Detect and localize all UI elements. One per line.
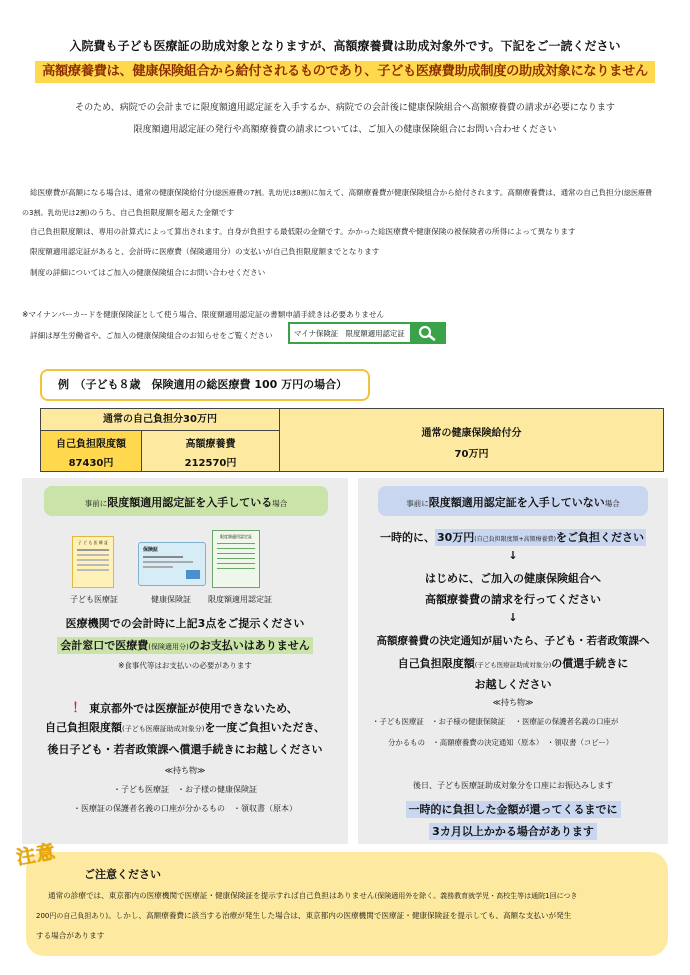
exp-p1c: のうち、自己負担限度額を超えた金額です [89,208,234,217]
exp-p1a-small: (総医療費の7割。乳幼児は8割) [212,189,311,197]
search-box[interactable] [288,322,446,344]
card3-title: 限度額適用認定証 [220,534,252,539]
main-banner-text: 高額療養費は、健康保険組合から給付されるものであり、子ども医療費助成制度の助成対象になりません [42,64,648,79]
right-items-title: ≪持ち物≫ [492,698,534,707]
normal-self-cell: 通常の自己負担分30万円 [41,409,279,431]
normal-benefit-label: 通常の健康保険給付分 [421,428,522,439]
right-l3: 高額療養費の請求を行ってください [425,593,601,606]
left-line2 [57,637,312,654]
right-l7: 後日、子ども医療証助成対象分を口座にお振込みします [413,781,613,790]
left-note: ※食事代等はお支払いの必要があります [118,661,252,670]
self-limit-label: 自己負担限度額 [56,439,126,450]
left-line2b: のお支払いはありません [188,639,310,652]
left-line2-wrap [22,634,348,653]
right-l1c: をご負担ください [556,531,645,544]
example-title-box [40,369,370,401]
self-limit-cell [41,431,142,471]
intro-line: 入院費も子ども医療証の助成対象となりますが、高額療養費は助成対象外です。下記をご一読ください [69,39,621,53]
left-header-pre: 事前に [84,499,108,508]
right-header-post: 場合 [604,499,620,508]
right-l6: お越しください [474,678,552,691]
search-box-text: マイナ保険証 限度額適用認定証 [294,329,405,338]
kougaku-label: 高額療養費 [185,439,236,450]
right-l9-wrap [358,820,668,839]
left-warn2b: を一度ご負担いただき、 [204,721,326,734]
header-line3: 限度額適用認定証の発行や高額療養費の請求については、ご加入の健康保険組合にお問い合わせください [133,125,557,135]
right-l4: 高額療養費の決定通知が届いたら、子ども・若者政策課へ [376,635,650,647]
right-l2: はじめに、ご加入の健康保険組合へ [425,572,601,585]
right-l1 [358,529,668,545]
header-line2: そのため、病院での会計までに限度額適用認定証を入手するか、病院での会計後に健康保険組合へ高額療養費の請求が必要になります [75,103,615,113]
right-l8: 一時的に負担した金額が還ってくるまでに [406,801,621,818]
limit-certificate-image [212,530,260,588]
caption-child-card: 子ども医療証 [70,595,118,604]
right-header-main: 限度額適用認定証を入手していない [428,496,605,509]
right-l5s: (子ども医療証助成対象分) [474,661,552,669]
right-panel [358,478,668,844]
kougaku-cell [142,431,279,471]
mynumber-note: ※マイナンバーカードを健康保険証として使う場合、限度額適用認定証の書類申請手続きは必要ありません [22,310,385,319]
left-warn1-wrap [22,697,348,716]
left-warn3: 後日子ども・若者政策課へ償還手続きにお越しください [47,743,323,756]
main-banner [35,61,655,83]
right-items2: 分かるもの ・高額療養費の決定通知（原本） ・領収書（コピー） [388,738,614,747]
notice-text2s: 200円の自己負担あり) [36,912,109,920]
left-header-main: 限度額適用認定証を入手している [107,496,273,509]
normal-benefit-cell [279,408,664,472]
left-panel [22,478,348,844]
left-warn2a: 自己負担限度額 [44,721,122,734]
left-header-post: 場合 [272,499,288,508]
exp-p1a: 総医療費が高額になる場合は、通常の健康保険給付分 [30,188,213,197]
notice-text [36,886,664,946]
notice-text2: 。しかし、高額療養費に該当する治療が発生した場合は、東京都内の医療機関で医療証・健康保険証を提示しても、高額な支払いが発生 [108,911,572,920]
search-button[interactable] [410,324,444,342]
left-warn2 [22,719,348,735]
left-warn1: 東京都外では医療証が使用できないため、 [89,702,298,715]
explanation-paragraph [22,183,682,223]
arrow-down-icon-1: ↓ [508,549,518,562]
notice-text1a: 通常の診療では、東京都内の医療機関で医療証・健康保険証を提示すれば自己負担はありません [48,891,375,900]
example-title: 例 （子ども８歳 保険適用の総医療費 100 万円の場合） [58,378,348,391]
left-warn2s: (子ども医療証助成対象分) [121,725,205,733]
mynumber-detail: 詳細は厚生労働省や、ご加入の健康保険組合のお知らせをご覧ください [30,331,273,340]
caption-limit-cert: 限度額適用認定証 [208,595,272,604]
card2-title: 保険証 [143,547,159,553]
left-items-title: ≪持ち物≫ [164,766,206,775]
warning-icon: ！ [72,701,86,716]
child-medical-card-image [72,536,114,588]
exp-p4: 制度の詳細についてはご加入の健康保険組合にお問い合わせください [30,268,266,277]
right-l1b: 30万円 [436,531,475,544]
right-l1s: (自己負担限度額+高額療養費) [474,536,557,543]
normal-benefit-value: 70万円 [454,449,489,460]
left-line1: 医療機関での会計時に上記3点をご提示ください [65,617,305,630]
exp-p1c-small: の3割。乳幼児は2割) [22,209,90,217]
right-l1-highlight [435,529,646,546]
right-l5b: の償還手続きに [551,657,629,670]
right-header-pre: 事前に [406,499,429,508]
exp-p1b: に加えて、高額療養費が健康保険組合から給付されます。高額療養費は、通常の自己負担分 [310,188,622,197]
kougaku-value: 212570円 [184,458,237,469]
search-icon [410,324,444,342]
left-line2a: 会計窓口で医療費 [60,639,149,652]
right-l5a: 自己負担限度額 [397,657,475,670]
exp-p3: 限度額適用認定証があると、会計時に医療費（保険適用分）の支払いが自己負担限度額までとなります [30,247,380,256]
caption-insurance-card: 健康保険証 [151,595,191,604]
notice-title: ご注意ください [84,868,161,881]
left-items1: ・子ども医療証 ・お子様の健康保険証 [113,785,257,794]
health-insurance-card-image [138,542,206,586]
notice-box [26,852,668,956]
exp-p1b-small: (総医療費 [621,189,652,197]
right-l9: 3カ月以上かかる場合があります [429,823,597,840]
exp-p2: 自己負担限度額は、専用の計算式によって算出されます。自身が負担する最低限の金額です。かかった総医療費や健康保険の被保険者の所得によって異なります [30,227,576,236]
arrow-down-icon-2: ↓ [508,611,518,624]
left-items2: ・医療証の保護者名義の口座が分かるもの ・領収書（原本） [73,804,297,813]
example-table-left [40,408,280,472]
caution-stamp: 注意 [14,840,58,870]
self-limit-value: 87430円 [68,458,114,469]
right-l5 [358,655,668,671]
notice-text1s: (保険適用外を除く。義務教育就学児・高校生等は通院1回につき [374,892,578,900]
right-items1: ・子ども医療証 ・お子様の健康保険証 ・医療証の保護者名義の口座が [372,717,619,726]
card1-title: 子 ど も 医 療 証 [77,540,109,545]
notice-text3: する場合があります [36,931,105,940]
left-header [44,486,328,516]
right-l8-wrap [358,798,668,817]
left-line2s: (保険適用分) [148,643,189,651]
right-header [378,486,648,516]
right-l1a: 一時的に、 [379,531,435,544]
